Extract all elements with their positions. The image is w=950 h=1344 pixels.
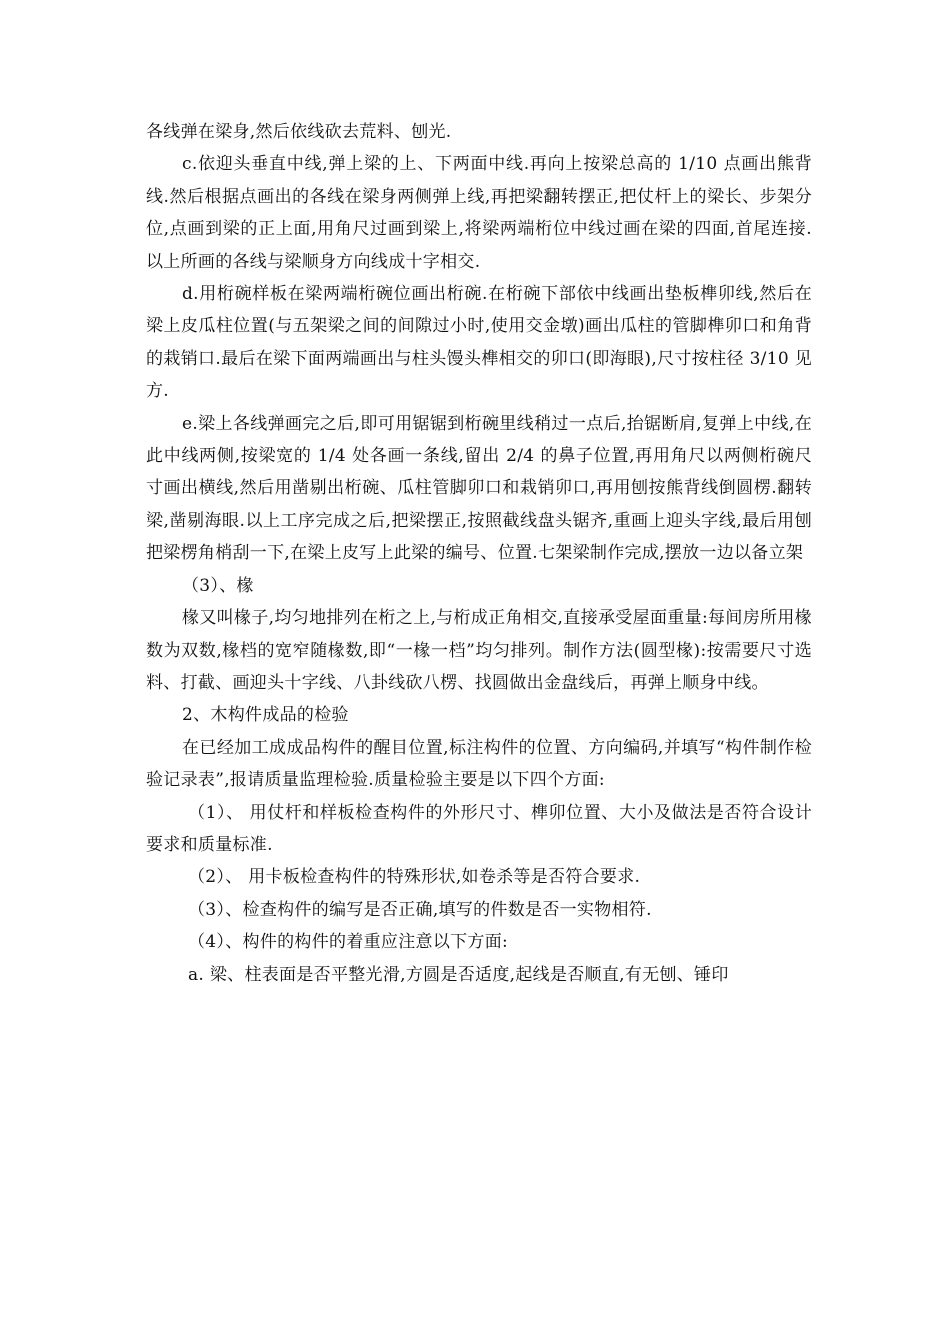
document-body [146, 116, 812, 991]
inspection-item-2: （2）、 用卡板检查构件的特殊形状,如卷杀等是否符合要求. [188, 867, 641, 888]
paragraph-rafter: 椽又叫椽子,均匀地排列在桁之上,与桁成正角相交,直接承受屋面重量:每间房所用椽数为双数,椽档的宽窄随椽数,即“一椽一档”均匀排列。制作方法(圆型椽):按需要尺寸选料、打截、画迎头十字线、八卦线砍八楞、找圆做出金盘线后，再弹上顺身中线。 [146, 608, 812, 693]
inspection-item-1: （1）、 用仗杆和样板检查构件的外形尺寸、榫卯位置、大小及做法是否符合设计要求和质量标准. [146, 802, 812, 855]
paragraph-step-c: c.依迎头垂直中线,弹上梁的上、下两面中线.再向上按梁总高的 1/10 点画出熊背线.然后根据点画出的各线在梁身两侧弹上线,再把梁翻转摆正,把仗杆上的梁长、步架分位,点画到梁的正上面,用角尺过画到梁上,将梁两端桁位中线过画在梁的四面,首尾连接.以上所画的各线与梁顺身方向线成十字相交. [146, 154, 812, 272]
inspection-item-3: （3）、检查构件的编写是否正确,填写的件数是否一实物相符. [188, 899, 652, 920]
section-heading-inspection: 2、木构件成品的检验 [182, 705, 349, 726]
inspection-item-4: （4）、构件的构件的着重应注意以下方面: [188, 932, 509, 953]
paragraph-step-d: d.用桁碗样板在梁两端桁碗位画出桁碗.在桁碗下部依中线画出垫板榫卯线,然后在梁上皮瓜柱位置(与五架梁之间的间隙过小时,使用交金墩)画出瓜柱的管脚榫卯口和角背的栽销口.最后在梁下面两端画出与柱头馒头榫相交的卯口(即海眼),尺寸按柱径 3/10 见方. [146, 284, 812, 402]
paragraph-inspection-intro: 在已经加工成成品构件的醒目位置,标注构件的位置、方向编码,并填写“构件制作检验记录表”,报请质量监理检验.质量检验主要是以下四个方面: [146, 737, 812, 791]
paragraph-step-e: e.梁上各线弹画完之后,即可用锯锯到桁碗里线稍过一点后,抬锯断肩,复弹上中线,在此中线两侧,按梁宽的 1/4 处各画一条线,留出 2/4 的鼻子位置,再用角尺以两侧桁碗尺寸画出横线,然后用凿剔出桁碗、瓜柱管脚卯口和栽销卯口,再用刨按熊背线倒圆楞.翻转梁,凿剔海眼.以上工序完成之后,把梁摆正,按照截线盘头锯齐,重画上迎头字线,最后用刨把梁楞角梢刮一下,在梁上皮写上此梁的编号、位置.七架梁制作完成,摆放一边以备立架 [146, 413, 812, 564]
paragraph-continuation: 各线弹在梁身,然后依线砍去荒料、刨光. [146, 122, 452, 142]
section-heading-rafter: （3）、椽 [182, 575, 254, 596]
inspection-subitem-a: a. 梁、柱表面是否平整光滑,方圆是否适度,起线是否顺直,有无刨、锤印 [188, 964, 729, 985]
